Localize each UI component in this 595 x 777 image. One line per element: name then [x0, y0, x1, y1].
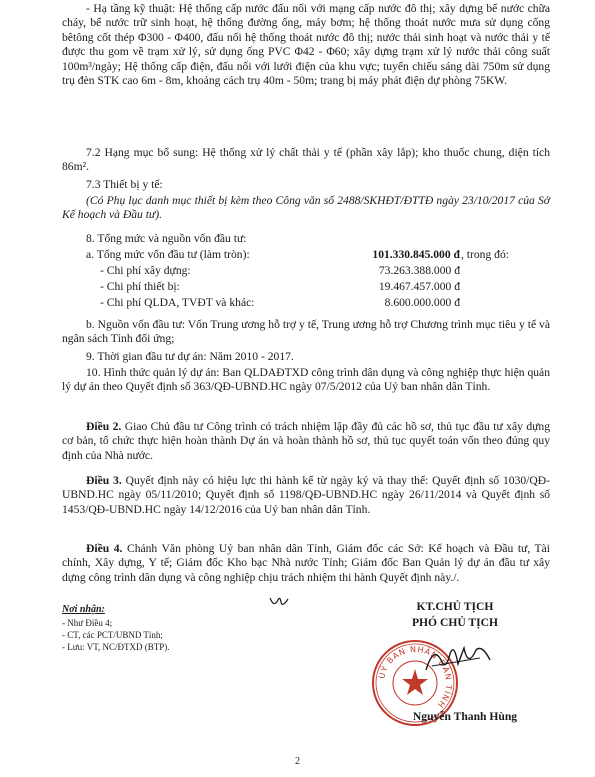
section-7-3-title: 7.3 Thiết bị y tế: [86, 178, 163, 191]
section-9: 9. Thời gian đầu tư dự án: Năm 2010 - 2017. [86, 350, 294, 363]
recipient-item: - Như Điều 4; [62, 618, 113, 628]
recipients-title: Nơi nhận: [62, 604, 105, 615]
section-7-3-note: (Có Phụ lục danh mục thiết bị kèm theo Công văn số 2488/SKHĐT/ĐTTĐ ngày 23/10/2017 của Sở Kế hoạch và Đầu tư). [62, 194, 550, 222]
section-8b: b. Nguồn vốn đầu tư: Vốn Trung ương hỗ trợ y tế, Trung ương hỗ trợ Chương trình mục tiêu y tế và ngân sách Tỉnh đối ứng; [62, 318, 550, 346]
article-2 [62, 420, 550, 463]
handwritten-signature-icon [420, 640, 500, 682]
initial-mark-icon [268, 594, 290, 610]
signer-name: Nguyễn Thanh Hùng [412, 710, 518, 723]
article-2-label: Điều 2. [86, 420, 122, 433]
signature-title-2: PHÓ CHỦ TỊCH [411, 616, 499, 629]
section-8-title: 8. Tổng mức và nguồn vốn đầu tư: [86, 232, 247, 245]
article-3-text: Quyết định này có hiệu lực thi hành kể từ ngày ký và thay thế: Quyết định số 1030/QĐ-UBND.HC ngày 05/11/2010; Quyết định số 1198/QĐ-UBND.HC ngày 26/11/2014 và Quyết định số 1453/QĐ-UBND.HC ngày 14/12/2016 của Uỷ ban nhân dân Tỉnh. [62, 474, 550, 516]
article-4-text: Chánh Văn phòng Uỷ ban nhân dân Tỉnh, Giám đốc các Sở: Kế hoạch và Đầu tư, Tài chính, Xây dựng, Y tế; Giám đốc Kho bạc Nhà nước Tỉnh; Giám đốc Ban Quản lý dự án đầu tư xây dựng công trình dân dụng và công nghiệp chịu trách nhiệm thi hành Quyết định này./. [62, 542, 551, 584]
infrastructure-paragraph: - Hạ tầng kỹ thuật: Hệ thống cấp nước đấu nối với mạng cấp nước đô thị; xây dựng bể nước chữa cháy, bể nước trữ sinh hoạt, hệ thống đường ống, máy bơm; hệ thống thoát nước mưa sử dụng cống bêtông cốt thép Φ300 - Φ400, đấu nối hệ thống thoát nước đô thị; nước thải sinh hoạt và nước thải y tế được thu gom về trạm xử lý, sử dụng ống PVC Φ42 - Φ60; xây dựng trạm xử lý nước thải công suất 100m³/ngày; Hệ thống cấp điện, đấu nối với lưới điện của khu vực; tuyến chiếu sáng dài 750m sử dụng trụ đèn STK cao 6m - 8m, khoảng cách trụ 40m - 50m; trang bị máy phát điện dự phòng 75KW. [62, 2, 550, 88]
signature-title-1: KT.CHỦ TỊCH [416, 600, 494, 613]
cost-item-label: - Chi phí thiết bị: [100, 280, 180, 293]
article-3 [62, 474, 550, 517]
article-4-label: Điều 4. [86, 542, 123, 555]
cost-item-amount: 73.263.388.000 đ [378, 264, 460, 277]
cost-item-label: - Chi phí QLDA, TVĐT và khác: [100, 296, 255, 309]
page-number: 2 [295, 756, 300, 767]
cost-item-label: - Chi phí xây dựng: [100, 264, 191, 277]
article-3-label: Điều 3. [86, 474, 122, 487]
total-investment-label: a. Tổng mức vốn đầu tư (làm tròn): [86, 248, 250, 261]
recipient-item: - CT, các PCT/UBND Tỉnh; [62, 630, 163, 640]
section-7-2: 7.2 Hạng mục bổ sung: Hệ thống xử lý chất thải y tế (phần xây lắp); kho thuốc chung, diện tích 86m². [62, 146, 550, 174]
cost-item-amount: 19.467.457.000 đ [378, 280, 460, 293]
article-4 [62, 542, 550, 585]
total-investment-amount: 101.330.845.000 đ [372, 248, 460, 261]
svg-text:UỶ BAN NHÂN DÂN TỈNH: UỶ BAN NHÂN DÂN TỈNH [377, 644, 454, 710]
recipient-item: - Lưu: VT, NC/ĐTXD (BTP). [62, 642, 170, 652]
section-10: 10. Hình thức quản lý dự án: Ban QLDAĐTXD công trình dân dụng và công nghiệp thực hiện quản lý dự án theo Quyết định số 363/QĐ-UBND.HC ngày 07/5/2012 của Uỷ ban nhân dân Tỉnh. [62, 366, 550, 394]
total-investment-suffix: , trong đó: [461, 248, 509, 261]
article-2-text: Giao Chủ đầu tư Công trình có trách nhiệm lập đầy đủ các hồ sơ, thủ tục đầu tư xây dựng cơ bản, tổ chức thực hiện hoàn thành Dự án và hoàn thành hồ sơ, thủ tục quyết toán vốn theo đúng quy định của Nhà nước. [62, 420, 551, 462]
cost-item-amount: 8.600.000.000 đ [384, 296, 460, 309]
